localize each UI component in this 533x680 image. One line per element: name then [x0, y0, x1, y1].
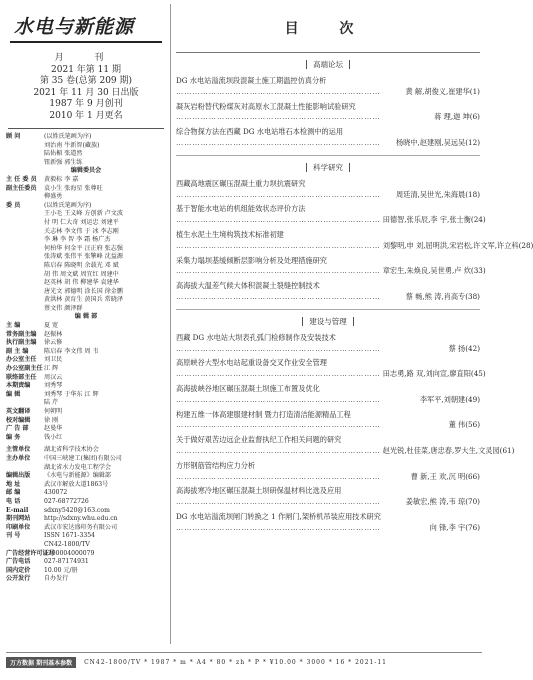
- masthead-line: 关志林 李文伟 于 冰 李志刚: [44, 227, 119, 235]
- pub-line: 2021 年第 11 期: [51, 64, 121, 75]
- info-label: 主办单位: [6, 454, 31, 462]
- article-authors: 田志勇,路 双,刘向宣,廖直阳(45): [382, 369, 486, 379]
- staff-label: 本期责编: [6, 382, 31, 390]
- website-link[interactable]: http://sdxny.whu.edu.cn: [44, 515, 118, 523]
- article-authors: 蔡 畅,熊 涛,肖高专(38): [405, 291, 480, 301]
- article-title: 方形钢筋管结构应力分析: [176, 460, 256, 470]
- masthead-line: 刘治南 牛新智(藏族): [44, 141, 100, 149]
- committee-title: 编辑委员会: [70, 167, 102, 175]
- toc-entry[interactable]: DG 水电站溢流坝闸门转换之 1 作闸门,架桥机吊装应用技术研究 ………………………………………………………………… 向 锋,李 宇(76): [176, 511, 480, 532]
- toc-entry[interactable]: 西藏高地震区碾压混凝土重力坝抗震研究 ………………………………………………………………… 周廷清,吴世光,朱海晨(18): [176, 178, 480, 199]
- divider: [176, 155, 480, 156]
- masthead-line: (以姓氏笔画为序): [44, 133, 92, 140]
- article-authors: 刘黎明,申 刘,屈明洪,宋岩松,许文军,许立科(28): [382, 240, 533, 250]
- toc-title: 目 次: [284, 21, 372, 37]
- article-title: 高原峡谷大型水电站起重设备交叉作业安全管理: [176, 358, 327, 368]
- masthead-column: [6, 6, 166, 646]
- vice-label: 副主任委员: [6, 184, 37, 192]
- info-label: 邮 编: [6, 489, 21, 497]
- staff-label: 执行副主编: [6, 339, 37, 347]
- staff-label: 广 告 部: [6, 425, 29, 433]
- staff-label: 常务副主编: [6, 330, 37, 338]
- advisors-label: 顾 问: [6, 133, 21, 140]
- article-title: 高海拔峡谷地区碾压混凝土坝施工布置及优化: [176, 383, 320, 393]
- masthead-line: (以姓氏笔画为序): [44, 201, 92, 209]
- article-authors: 蒋 理,迦 坤(6): [434, 112, 480, 122]
- footer-parameters: [6, 652, 482, 671]
- masthead-line: 黄毅标 李 嘉: [44, 175, 79, 183]
- article-title: 西藏 DG 水电站大坝表孔弧门检修制作及安装技术: [176, 332, 336, 342]
- section-header: [176, 162, 480, 173]
- staff-label: 联络部主任: [6, 373, 37, 381]
- staff-label: 主 编: [6, 322, 21, 330]
- article-authors: 赵光锐,杜佳菜,唐忠春,罗大生,文灵园(61): [382, 445, 515, 455]
- info-value: 430072: [44, 489, 68, 497]
- info-value: 中国三峡建工(集团)有限公司: [44, 454, 122, 462]
- staff-value: 刘秀琴: [44, 382, 63, 390]
- column-divider: [170, 4, 171, 644]
- toc-entry[interactable]: 采集力塌坝基缓倾断层影响分析及处理措施研究 ………………………………………………………………… 章宏生,朱焕良,吴世勇,卢 炊(33): [176, 255, 486, 276]
- editorial-title: 编 辑 部: [74, 313, 98, 321]
- divider: [8, 128, 164, 129]
- section-header: [176, 59, 480, 70]
- info-value: 武汉市解放大道1863号: [44, 480, 109, 488]
- info-label: E-mail: [6, 506, 29, 514]
- staff-label: 办公室副主任: [6, 365, 43, 373]
- info-value: 10.00 元/册: [44, 566, 78, 574]
- toc-entry[interactable]: 高海拔峡谷地区碾压混凝土坝施工布置及优化 ………………………………………………………………… 李军平,刘朝建(49): [176, 383, 480, 404]
- info-label: [6, 464, 44, 473]
- staff-value: 江 辉: [44, 365, 59, 373]
- article-title: 凝灰岩粉替代粉煤灰对高原水工混凝土性能影响试验研究: [176, 101, 356, 111]
- table-of-contents: [176, 8, 533, 648]
- staff-label: 办公室主任: [6, 356, 37, 364]
- article-title: 关于做好艰苦边远企业监督执纪工作相关问题的研究: [176, 435, 342, 445]
- info-label: 刊 号: [6, 532, 21, 540]
- staff-value: 刘秀琴 于华东 江 辉: [44, 390, 99, 398]
- info-value: 自办发行: [44, 575, 69, 583]
- staff-value: 赵曼华: [44, 425, 63, 433]
- section-label: 建设与管理: [302, 317, 354, 326]
- toc-entry[interactable]: 基于智能水电站的机组能效状态评价方法 ………………………………………………………………… 田德智,张乐辰,李 宇,张士衡(24): [176, 204, 486, 225]
- pub-line: 月 刊: [54, 53, 118, 63]
- staff-label: 副 主 编: [6, 347, 29, 355]
- journal-logo: 水电与新能源: [14, 16, 135, 38]
- staff-value: 夏 宽: [44, 322, 59, 330]
- masthead-line: 陆佑楣 张道然: [44, 150, 83, 158]
- director-label: 主 任 委 员: [6, 175, 37, 183]
- info-label: 编辑出版: [6, 472, 31, 480]
- footer-code: CN42-1800/TV * 1987 * m * A4 * 80 * zh * P * ¥10.00 * 3000 * 16 * 2021-11: [84, 658, 388, 666]
- info-value: 027-68772726: [44, 497, 89, 505]
- pub-line: 第 35 卷(总第 209 期): [39, 76, 133, 86]
- staff-value: 徐 刚: [44, 416, 59, 424]
- masthead-line: 唐光文 郭德明 涂长国 徐金鹏: [44, 287, 123, 295]
- info-value: 027-87174931: [44, 558, 89, 566]
- info-label: 广告电话: [6, 558, 31, 566]
- masthead-line: 王小毛 王义峰 方创新 卢文波: [44, 210, 123, 218]
- toc-entry[interactable]: 方形钢筋管结构应力分析 ………………………………………………………………… 曹 新,王 欢,沉 明(66): [176, 460, 480, 481]
- divider: [176, 309, 480, 310]
- toc-entry[interactable]: 植生水泥土生境构筑技术标准初建 ………………………………………………………………… 刘黎明,申 刘,屈明洪,宋岩松,许文军,许立科(28): [176, 229, 533, 250]
- info-value: CN42-1800/TV: [44, 540, 90, 548]
- masthead: [6, 133, 166, 584]
- toc-entry[interactable]: 综合物探方法在西藏 DG 水电站堆石本检测中的运用 ………………………………………………………………… 杨晓中,赵建刚,吴远吴(12): [176, 127, 480, 147]
- article-title: 综合物探方法在西藏 DG 水电站堆石本检测中的运用: [176, 127, 344, 137]
- toc-entry[interactable]: 高海拔寒冷地区碾压混凝土坝研保温材料比选及应用 ………………………………………………………………… 姜敏宏,熊 涛,韦 琼(70): [176, 486, 480, 507]
- staff-value: 陈启春 李文伟 周 韦: [44, 347, 99, 355]
- info-label: 广告经营许可证号: [6, 549, 55, 557]
- masthead-line: 袁小生 张海星 张尊旺: [44, 184, 103, 192]
- section-label: 科学研究: [306, 163, 350, 172]
- article-title: 西藏高地震区碾压混凝土重力坝抗震研究: [176, 178, 306, 188]
- toc-entry[interactable]: 西藏 DG 水电站大坝表孔弧门检修制作及安装技术 ………………………………………………………………… 蔡 扬(42): [176, 332, 480, 353]
- article-authors: 蔡 扬(42): [448, 343, 480, 353]
- article-title: 高海拔寒冷地区碾压混凝土坝研保温材料比选及应用: [176, 486, 342, 496]
- info-value: 《水电与新能源》编辑部: [44, 472, 112, 480]
- staff-label: 编 务: [6, 433, 21, 441]
- article-authors: 田德智,张乐辰,李 宇,张士衡(24): [382, 215, 486, 225]
- masthead-line: 付 明 仁大奇 刘运忠 刘建平: [44, 218, 119, 226]
- staff-value: 陆 芹: [44, 399, 59, 407]
- staff-value: 徐云修: [44, 339, 63, 347]
- article-title: DG 水电站溢流坝段混凝土施工期温控仿真分析: [176, 76, 327, 85]
- info-label: 印刷单位: [6, 523, 31, 531]
- publication-info: [6, 53, 166, 122]
- info-value: 湖北省水力发电工程学会: [44, 463, 112, 471]
- article-title: 植生水泥土生境构筑技术标准初建: [176, 229, 284, 239]
- article-title: DG 水电站溢流坝闸门转换之 1 作闸门,架桥机吊装应用技术研究: [176, 511, 381, 521]
- members-label: 委 员: [6, 201, 21, 209]
- article-authors: 李军平,刘朝建(49): [419, 394, 480, 404]
- pub-line: 1987 年 9 月创刊: [49, 99, 123, 109]
- toc-entry[interactable]: 关于做好艰苦边远企业监督执纪工作相关问题的研究 ………………………………………………………………… 赵光锐,杜佳菜,唐忠春,罗大生,文灵园(61): [176, 435, 515, 455]
- masthead-line: 张涛斌 张伟平 张擎峰 沈益源: [44, 253, 123, 261]
- info-label: 国内定价: [6, 566, 31, 574]
- article-authors: 周廷清,吴世光,朱海晨(18): [395, 189, 480, 199]
- staff-value: 周汉云: [44, 373, 63, 381]
- article-authors: 杨晓中,赵建刚,吴远吴(12): [395, 137, 480, 147]
- info-label: 主管单位: [6, 446, 31, 454]
- masthead-line: 钮新强 郭生练: [44, 158, 83, 166]
- info-value: 湖北省科学技术协会: [44, 446, 99, 454]
- staff-value: 何朝明: [44, 408, 63, 415]
- masthead-line: 胡 伟 周文斌 周宜红 周建中: [44, 270, 119, 278]
- article-title: 高海拔大温差气候大体积混凝土裂缝控制技术: [176, 281, 320, 291]
- staff-value: 刘卫民: [44, 356, 63, 364]
- info-value: ISSN 1671-3354: [44, 532, 95, 540]
- staff-label: 英文翻译: [6, 408, 31, 415]
- section-label: 高端论坛: [306, 60, 350, 69]
- staff-label: [6, 399, 44, 408]
- logo-rule: [10, 41, 162, 43]
- info-label: 地 址: [6, 480, 21, 488]
- masthead-line: 李 琳 李 智 李 霜 杨广杰: [44, 236, 111, 244]
- email-link[interactable]: sdxny5420@163.com: [44, 506, 110, 514]
- article-title: 构建五维一体高建服建材制 暨力打造清洁能源精品工程: [176, 409, 351, 419]
- info-label: 公开发行: [6, 575, 31, 583]
- masthead-line: 柳盛勇: [44, 193, 63, 201]
- pub-line: 2021 年 11 月 30 日出版: [33, 87, 139, 98]
- section-header: [176, 316, 480, 327]
- article-title: 基于智能水电站的机组能效状态评价方法: [176, 204, 306, 214]
- masthead-line: 陈启春 陈晓明 余载光 邓 斌: [44, 261, 119, 269]
- article-authors: 章宏生,朱焕良,吴世勇,卢 炊(33): [382, 266, 486, 276]
- article-authors: 姜敏宏,熊 涛,韦 琼(70): [405, 497, 480, 507]
- divider: [176, 52, 480, 53]
- staff-label: 校对编辑: [6, 416, 31, 424]
- toc-entry[interactable]: 构建五维一体高建服建材制 暨力打造清洁能源精品工程 ………………………………………………………………… 董 伟(56): [176, 409, 480, 430]
- info-label: 期刊网站: [6, 515, 31, 523]
- masthead-line: 赵英林 胡 伟 柳建华 袁建华: [44, 279, 119, 287]
- staff-value: 钱小红: [44, 433, 63, 441]
- info-value: 武汉市宏达盛印务有限公司: [44, 523, 118, 531]
- masthead-line: 蔡文伟 颜泽群: [44, 304, 83, 312]
- toc-entry[interactable]: DG 水电站溢流坝段混凝土施工期温控仿真分析 ………………………………………………………………… 黄 解,胡俊义,崔建华(1): [176, 76, 480, 96]
- info-value: 4200004000079: [44, 549, 95, 557]
- article-authors: 向 锋,李 宇(76): [429, 522, 480, 532]
- toc-entry[interactable]: 凝灰岩粉替代粉煤灰对高原水工混凝土性能影响试验研究 ………………………………………………………………… 蒋 理,迦 坤(6): [176, 101, 480, 122]
- info-label: 电 话: [6, 497, 21, 505]
- staff-label: 编 辑: [6, 390, 21, 398]
- article-authors: 黄 解,胡俊义,崔建华(1): [405, 86, 480, 96]
- article-title: 采集力塌坝基缓倾断层影响分析及处理措施研究: [176, 255, 327, 265]
- toc-entry[interactable]: 高海拔大温差气候大体积混凝土裂缝控制技术 ………………………………………………………………… 蔡 畅,熊 涛,肖高专(38): [176, 281, 480, 301]
- article-authors: 董 伟(56): [448, 420, 480, 430]
- footer-tag: 万方数据 期刊基本参数: [6, 657, 76, 668]
- masthead-line: 黄洪林 黄育生 黄国兵 常晓泽: [44, 296, 123, 304]
- pub-line: 2010 年 1 月更名: [49, 110, 123, 121]
- masthead-line: 何柏华 何金平 汪正府 张志强: [44, 244, 123, 252]
- info-label: [6, 541, 44, 550]
- toc-entry[interactable]: 高原峡谷大型水电站起重设备交叉作业安全管理 ………………………………………………………………… 田志勇,路 双,刘向宣,廖直阳(45): [176, 358, 486, 379]
- staff-value: 赵振林: [44, 330, 63, 338]
- article-authors: 曹 新,王 欢,沉 明(66): [410, 471, 480, 481]
